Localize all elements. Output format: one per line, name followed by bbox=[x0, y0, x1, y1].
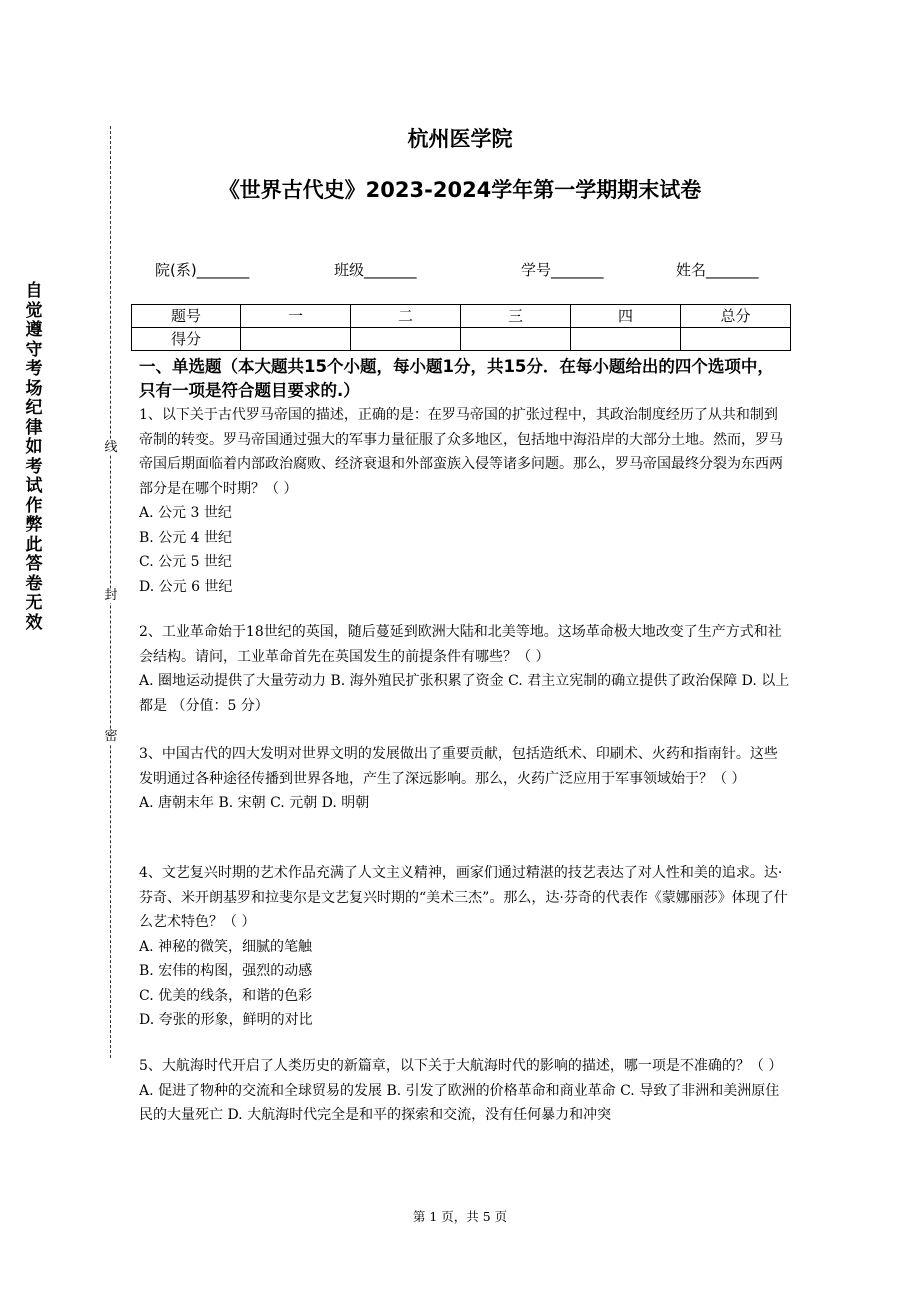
header-question-number: 题号 bbox=[132, 305, 241, 328]
header-part-3: 三 bbox=[461, 305, 571, 328]
score-table-header-row bbox=[132, 305, 791, 328]
score-cell-2[interactable] bbox=[351, 328, 461, 351]
question-1-option-d[interactable]: D. 公元 6 世纪 bbox=[139, 578, 233, 595]
question-4 bbox=[139, 861, 790, 1033]
binding-mark-seal: 封 bbox=[104, 588, 118, 603]
question-3 bbox=[139, 742, 790, 816]
student-info-row bbox=[155, 259, 775, 281]
department-field[interactable]: 院(系)_______ bbox=[155, 261, 250, 279]
exam-discipline-notice: 自觉遵守考场纪律如考试作弊此答卷无效 bbox=[25, 281, 43, 633]
binding-mark-line: 线 bbox=[104, 440, 118, 455]
section-1-heading: 一、单选题（本大题共15个小题，每小题1分，共15分．在每小题给出的四个选项中，只有一项是符合题目要求的.） bbox=[139, 357, 774, 400]
question-2-stem: 2、工业革命始于18世纪的英国，随后蔓延到欧洲大陆和北美等地。这场革命极大地改变了生产方式和社会结构。请问，工业革命首先在英国发生的前提条件有哪些？（ ） bbox=[139, 624, 782, 665]
score-table-score-row bbox=[132, 328, 791, 351]
question-2-options[interactable]: A. 圈地运动提供了大量劳动力 B. 海外殖民扩张积累了资金 C. 君主立宪制的确立提供了政治保障 D. 以上都是 （分值：5 分） bbox=[139, 673, 790, 714]
binding-mark-secret: 密 bbox=[104, 729, 118, 744]
name-field[interactable]: 姓名_______ bbox=[676, 261, 759, 279]
question-4-stem: 4、文艺复兴时期的艺术作品充满了人文主义精神，画家们通过精湛的技艺表达了对人性和美的追求。达·芬奇、米开朗基罗和拉斐尔是文艺复兴时期的“美术三杰”。那么，达·芬奇的代表作《蒙娜丽莎》体现了什么艺术特色？（ ） bbox=[139, 865, 788, 930]
question-2 bbox=[139, 620, 790, 718]
question-4-option-b[interactable]: B. 宏伟的构图，强烈的动感 bbox=[139, 963, 313, 979]
header-part-4: 四 bbox=[571, 305, 681, 328]
question-4-option-d[interactable]: D. 夸张的形象，鲜明的对比 bbox=[139, 1012, 313, 1028]
score-cell-3[interactable] bbox=[461, 328, 571, 351]
header-total: 总分 bbox=[681, 305, 791, 328]
student-id-field[interactable]: 学号_______ bbox=[521, 261, 604, 279]
score-table bbox=[131, 304, 791, 351]
exam-title: 《世界古代史》2023-2024学年第一学期期末试卷 bbox=[218, 178, 702, 202]
school-name: 杭州医学院 bbox=[407, 127, 513, 151]
page-footer: 第 1 页，共 5 页 bbox=[412, 1209, 508, 1224]
question-5 bbox=[139, 1054, 790, 1128]
question-1-option-a[interactable]: A. 公元 3 世纪 bbox=[139, 505, 232, 521]
question-5-options[interactable]: A. 促进了物种的交流和全球贸易的发展 B. 引发了欧洲的价格革命和商业革命 C. 导致了非洲和美洲原住民的大量死亡 D. 大航海时代完全是和平的探索和交流，没有任何暴力和冲突 bbox=[139, 1082, 780, 1123]
question-5-stem: 5、大航海时代开启了人类历史的新篇章，以下关于大航海时代的影响的描述，哪一项是不准确的？（ ） bbox=[139, 1058, 783, 1074]
score-row-label: 得分 bbox=[132, 328, 241, 351]
score-cell-1[interactable] bbox=[241, 328, 351, 351]
question-1 bbox=[139, 403, 790, 599]
question-3-options[interactable]: A. 唐朝末年 B. 宋朝 C. 元朝 D. 明朝 bbox=[139, 795, 370, 811]
class-field[interactable]: 班级_______ bbox=[334, 261, 417, 279]
question-1-option-b[interactable]: B. 公元 4 世纪 bbox=[139, 529, 232, 546]
question-1-option-c[interactable]: C. 公元 5 世纪 bbox=[139, 554, 232, 570]
score-cell-4[interactable] bbox=[571, 328, 681, 351]
question-4-option-c[interactable]: C. 优美的线条，和谐的色彩 bbox=[139, 987, 313, 1004]
header-part-2: 二 bbox=[351, 305, 461, 328]
question-4-option-a[interactable]: A. 神秘的微笑，细腻的笔触 bbox=[139, 938, 313, 955]
header-part-1: 一 bbox=[241, 305, 351, 328]
question-1-stem: 1、以下关于古代罗马帝国的描述，正确的是：在罗马帝国的扩张过程中，其政治制度经历了从共和制到帝制的转变。罗马帝国通过强大的军事力量征服了众多地区，包括地中海沿岸的大部分土地。然而，罗马帝国后期面临着内部政治腐败、经济衰退和外部蛮族入侵等诸多问题。那么，罗马帝国最终分裂为东西两部分是在哪个时期？（ ） bbox=[139, 407, 783, 497]
score-cell-total[interactable] bbox=[681, 328, 791, 351]
question-3-stem: 3、中国古代的四大发明对世界文明的发展做出了重要贡献，包括造纸术、印刷术、火药和指南针。这些发明通过各种途径传播到世界各地，产生了深远影响。那么，火药广泛应用于军事领域始于？（ ） bbox=[139, 746, 778, 787]
